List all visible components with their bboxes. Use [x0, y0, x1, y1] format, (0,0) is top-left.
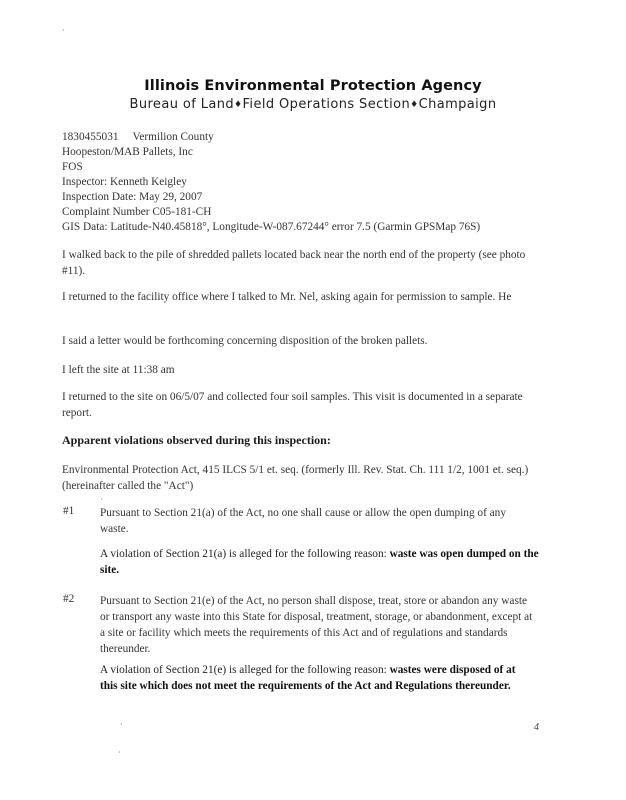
- facility-name: Hoopeston/MAB Pallets, Inc: [62, 146, 193, 158]
- narrative-paragraph: I said a letter would be forthcoming concerning disposition of the broken pallets.: [62, 335, 428, 347]
- violation-allegation: [100, 546, 545, 578]
- bureau-field-ops: Field Operations Section: [242, 97, 411, 112]
- act-intro: Environmental Protection Act, 415 ILCS 5/1 et. seq. (formerly Ill. Rev. Stat. Ch. 111 1/2, 1001 et. seq.) (hereinafter called the "Act"): [62, 464, 529, 492]
- violation-number: #2: [63, 593, 75, 605]
- bureau-subtitle: [0, 97, 626, 112]
- violation-allegation: [100, 662, 530, 694]
- narrative-paragraph: I left the site at 11:38 am: [62, 364, 175, 376]
- narrative-paragraph: I returned to the facility office where I talked to Mr. Nel, asking again for permission to sample. He: [62, 291, 512, 303]
- allegation-text: A violation of Section 21(e) is alleged for the following reason:: [100, 664, 387, 676]
- bureau-land: Bureau of Land: [129, 97, 235, 112]
- diamond-separator-icon: ♦: [234, 100, 243, 110]
- scan-speck: ·: [62, 26, 65, 35]
- allegation-text: A violation of Section 21(a) is alleged for the following reason:: [100, 548, 387, 560]
- fos-label: FOS: [62, 161, 83, 173]
- scan-speck: ·: [120, 720, 123, 729]
- diamond-separator-icon: ♦: [410, 100, 419, 110]
- violation-text: Pursuant to Section 21(a) of the Act, no one shall cause or allow the open dumping of any waste.: [100, 507, 506, 535]
- narrative-paragraph: I returned to the site on 06/5/07 and collected four soil samples. This visit is documented in a separate report.: [62, 391, 523, 419]
- violation-number: #1: [63, 505, 75, 517]
- allegation-reason: wastes were disposed of at this site which does not meet the requirements of the Act and Regulations thereunder.: [100, 664, 516, 692]
- agency-title: Illinois Environmental Protection Agency: [144, 78, 482, 94]
- gis-data: GIS Data: Latitude-N40.45818°, Longitude-W-087.67244° error 7.5 (Garmin GPSMap 76S): [62, 221, 481, 233]
- violation-text: Pursuant to Section 21(e) of the Act, no person shall dispose, treat, store or abandon any waste or transport any waste into this State for disposal, treatment, storage, or abandonment, except at a site or facility which meets the requirements of this Act and of regulations and standards thereunder.: [100, 595, 533, 655]
- scan-speck: ·: [118, 748, 121, 757]
- scan-speck: ·: [100, 495, 103, 504]
- page-number: 4: [534, 722, 539, 733]
- violations-heading: Apparent violations observed during this inspection:: [62, 433, 331, 447]
- county: Vermilion County: [132, 131, 214, 143]
- site-id: 1830455031: [62, 131, 119, 143]
- allegation-reason: waste was open dumped on the site.: [100, 548, 539, 576]
- complaint-number: Complaint Number C05-181-CH: [62, 206, 212, 218]
- narrative-paragraph: I walked back to the pile of shredded pallets located back near the north end of the property (see photo #11).: [62, 249, 526, 277]
- inspector-line: Inspector: Kenneth Keigley: [62, 176, 187, 188]
- site-id-line: [62, 130, 214, 144]
- bureau-champaign: Champaign: [418, 97, 497, 112]
- inspection-date: Inspection Date: May 29, 2007: [62, 191, 203, 203]
